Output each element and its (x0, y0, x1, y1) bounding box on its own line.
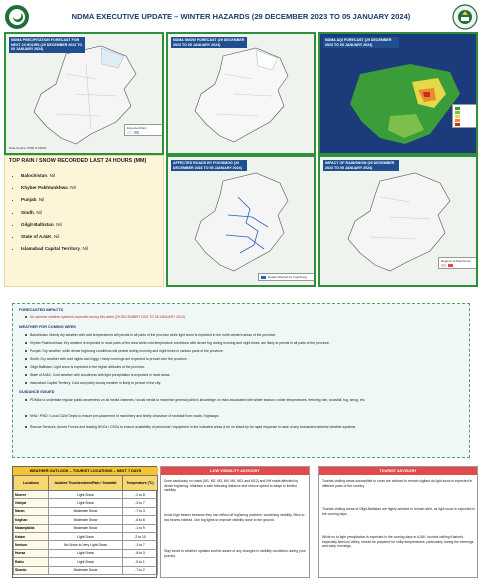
list-item: • Islamabad Capital Territory. Nil (21, 243, 166, 255)
list-item: Punjab. Dry weather, while dense fog/smog conditions will persist during morning and night times in various parts of the province. (25, 349, 465, 353)
table-row: Malamjabba Moderate Snow -1 to 9 (14, 524, 158, 532)
advisory-title: LOW VISIBILITY ADVISORY (161, 467, 309, 475)
list-item: Balochistan. Mainly dry weather with cold temperatures will persist in all parts of the province while light snow is expected in the north western areas of the province. (25, 333, 465, 337)
table-row: Rattu Light Snow -9 to 1 (14, 558, 158, 566)
rain-snow-title: TOP RAIN / SNOW RECORDED LAST 24 HOURS (MM) (9, 158, 147, 164)
list-item: Rescue Services, Armed Forces and leading NGOs / CSOs to ensure availability of personnel / equipment in the indicated areas & be on stand-by for rapid response in case of any forecasted adverse weather systems. (25, 425, 465, 429)
map-legend (258, 273, 316, 281)
list-item: PDMAs to undertake regular public awareness on all media channels / social media to maximise general public's knowledge on risks associated with winter season; colder temperatures, freezing rain, snowfall, fog, smog, etc. (25, 398, 465, 402)
advisory-paragraph: Avoid high beams because they can reflect off fog/smog particles, worsening visibility. Stick to low beams instead. Use fog lights to improve visibility close to the ground. (164, 513, 305, 522)
advisory-paragraph: Tourists visiting areas of Gilgit-Baltistan are highly advised to remain alert, as light snow is expected in the coming days. (322, 507, 476, 516)
table-row: Hunza Light Snow -8 to 3 (14, 549, 158, 557)
legend-title: Regions of Rain/Snow (441, 259, 471, 263)
rain-snow-recorded-box (4, 155, 164, 287)
list-item: Islamabad Capital Territory. Cold and partly cloudy weather is likely to persist in the city. (25, 381, 465, 385)
advisory-title: TOURIST ADVISORY (319, 467, 477, 475)
list-item: • Punjab. Nil (21, 194, 166, 206)
tourist-table (13, 475, 158, 575)
list-item: • Khyber Pakhtunkhwa. Nil (21, 182, 166, 194)
advisory-paragraph: Tourists visiting areas susceptible to snow are advised to remain vigilant as light snow is expected in different parts of the country. (322, 479, 473, 488)
panel-title: NDMA PRECIPITATION FORECAST FOR NEXT 24 HOURS (29 DECEMBER 2023 TO 05 JANUARY 2024) (9, 37, 85, 53)
data-source: Data Source: PMD & NDMA (9, 146, 47, 150)
impacts-and-guidance-box (12, 303, 470, 458)
list-item: Khyber Pakhtunkhwa. Dry weather is expected in most parts of the area while cold temperature conditions with dense fog during morning and night times, are likely to persist in all parts of the province. (25, 341, 465, 345)
panel-title: IMPACT OF RAIN/SNOW (29 DECEMBER 2023 TO 05 JANUARY 2024) (323, 160, 399, 171)
fog-affected-roads-panel (166, 155, 316, 287)
column-header: Locations (14, 476, 49, 491)
rain-snow-impact-panel (318, 155, 478, 287)
tourist-weather-outlook-table (12, 466, 157, 578)
table-row: Murree Light Snow -2 to 8 (14, 491, 158, 499)
panel-title: NDMA SNOW FORECAST (29 DECEMBER 2023 TO 05 JANUARY 2024) (171, 37, 247, 48)
table-row: Skardu Moderate Snow -7 to 2 (14, 566, 158, 574)
rain-snow-list (11, 170, 166, 255)
forecasted-impacts-heading: FORECASTED IMPACTS (19, 308, 64, 312)
aqi-forecast-panel (318, 32, 478, 155)
list-item: • Sindh. Nil (21, 207, 166, 219)
column-header: Temperature (°C) (123, 476, 158, 491)
list-item: Sindh. Dry weather with cold nights and foggy / misty mornings are expected to prevail over the province. (25, 357, 465, 361)
advisory-paragraph: Stay tuned to weather updates and be aware of any changes in visibility conditions during your journey. (164, 549, 306, 558)
page-title: NDMA EXECUTIVE UPDATE – WINTER HAZARDS (29 DECEMBER 2023 TO 05 JANUARY 2024) (71, 12, 411, 21)
panel-title: AFFECTED ROADS BY FOG/SMOG (29 DECEMBER 2023 TO 05 JANUARY 2024) (171, 160, 247, 171)
advisory-paragraph: Drive cautiously on roads (M1, M2, M3, M4, M5, M11 and M12) and NH roads affected by dense fog/smog. Maintain a safe following distance and reduce speed to adapt to limited visibility. (164, 479, 299, 493)
list-item: NHA / PWD / Local C&W Depts to ensure pre-placement of machinery and timely clearance of snowfall from roads / highways. (25, 414, 465, 418)
list-item: • Balochistan. Nil (21, 170, 166, 182)
tourist-advisory (318, 466, 478, 578)
table-title: WEATHER OUTLOOK – TOURIST LOCATIONS – NEXT 7 DAYS (13, 467, 158, 475)
aqi-map (320, 34, 478, 155)
snow-map (168, 34, 316, 155)
aqi-legend (452, 104, 478, 128)
table-row: Galiyat Light Snow -3 to 7 (14, 499, 158, 507)
table-row: Naran Moderate Snow -7 to 3 (14, 507, 158, 515)
snow-forecast-panel (166, 32, 316, 155)
list-item: No adverse weather systems expected during this week (29 DECEMBER 2023 TO 05 JANUARY 2024) (25, 315, 465, 319)
legend-title: Roads Affected by Fog/Smog (268, 275, 307, 279)
list-item: • Gilgit-Baltistan. Nil (21, 219, 166, 231)
ndma-logo (4, 4, 30, 30)
list-item: • State of AJ&K. Nil (21, 231, 166, 243)
advisory-paragraph: While no to light precipitation is expected in the coming days in AJ&K, tourists visiting Kashmir, especially Neelum Valley, should be prepared for chilly temperatures, particularly during the evenings and early mornings. (322, 535, 474, 549)
list-item: State of AJ&K. Cold weather with cloudiness with light precipitation is expected in most areas. (25, 373, 465, 377)
column-header: Isolated Thunderstorm/Rain / Snowfall (49, 476, 123, 491)
table-row: Kalam Light Snow -2 to 10 (14, 532, 158, 540)
legend-title: Expected Rain (127, 126, 147, 130)
map-legend (124, 124, 164, 136)
list-item: Gilgit Baltistan. Light snow is expected in the higher altitudes of the province. (25, 365, 465, 369)
government-seal-logo (452, 4, 478, 30)
table-row: Neelum No Snow to Very Light Snow -1 to 7 (14, 541, 158, 549)
weather-heading: WEATHER FOR COMING WEEK (19, 325, 77, 329)
fog-roads-map (168, 157, 316, 287)
low-visibility-advisory (160, 466, 310, 578)
precipitation-forecast-panel (4, 32, 164, 155)
panel-title: NDMA AQI FORECAST (29 DECEMBER 2023 TO 05 JANUARY 2024) (323, 37, 399, 48)
map-legend (438, 257, 478, 269)
guidance-heading: GUIDANCE ISSUED (19, 390, 55, 394)
table-row: Kaghan Moderate Snow -6 to 6 (14, 516, 158, 524)
